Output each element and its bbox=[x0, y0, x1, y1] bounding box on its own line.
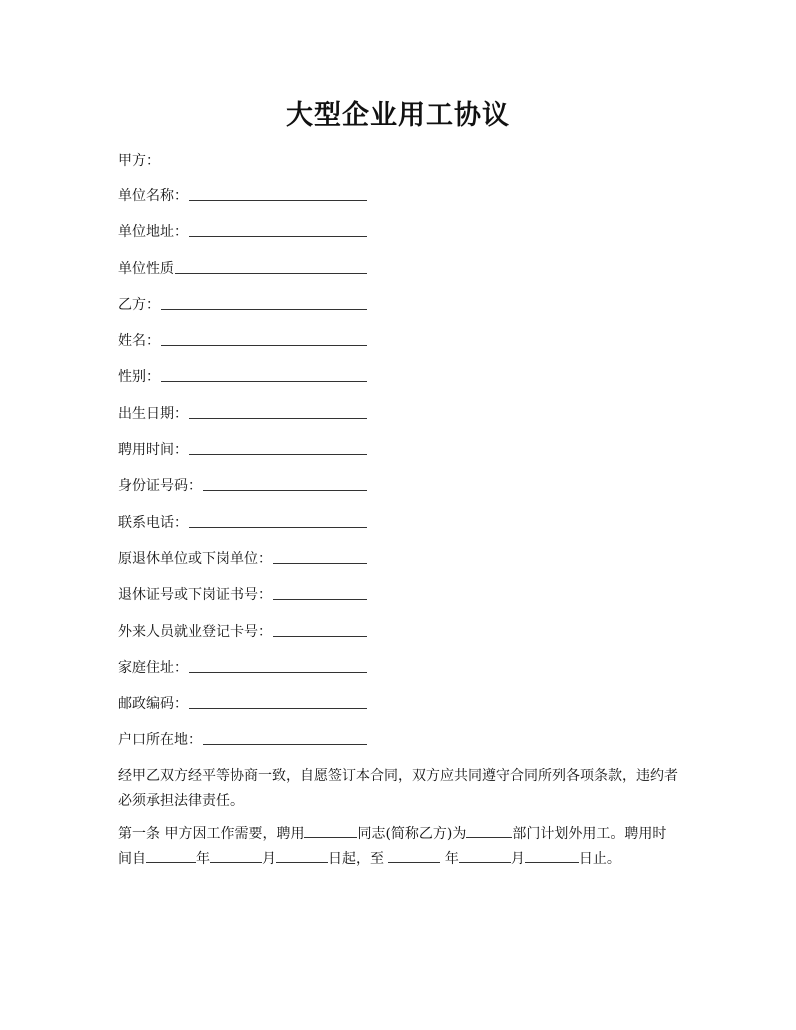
field-label: 联系电话： bbox=[118, 514, 188, 531]
info-fields bbox=[118, 186, 378, 767]
blank-line[interactable] bbox=[273, 585, 367, 600]
field-birth-date bbox=[118, 404, 378, 440]
blank-line[interactable] bbox=[161, 331, 367, 346]
field-unit-name bbox=[118, 186, 378, 222]
article-1-text: 第一条 甲方因工作需要，聘用 bbox=[118, 826, 305, 842]
blank-line[interactable] bbox=[388, 848, 440, 863]
field-label: 出生日期： bbox=[118, 405, 188, 422]
field-household-registration bbox=[118, 730, 378, 766]
article-1-text: 年 bbox=[196, 851, 210, 867]
field-label: 原退休单位或下岗单位： bbox=[118, 550, 272, 567]
field-retirement-cert bbox=[118, 585, 378, 621]
field-label: 单位名称： bbox=[118, 188, 188, 204]
article-1-text: 日止。 bbox=[578, 851, 621, 867]
field-name bbox=[118, 331, 378, 367]
field-label: 单位性质 bbox=[118, 260, 174, 277]
field-postal-code bbox=[118, 694, 378, 730]
blank-line[interactable] bbox=[304, 823, 357, 838]
article-1-text: 同志(简称乙方)为 bbox=[357, 826, 467, 842]
blank-line[interactable] bbox=[189, 513, 367, 528]
field-id-number bbox=[118, 476, 378, 512]
intro-paragraph: 经甲乙双方经平等协商一致，自愿签订本合同，双方应共同遵守合同所列各项条款，违约者必须承担法律责任。 bbox=[118, 768, 678, 809]
field-hire-time bbox=[118, 440, 378, 476]
blank-line[interactable] bbox=[189, 658, 367, 673]
field-unit-address bbox=[118, 222, 378, 258]
blank-line[interactable] bbox=[210, 848, 262, 863]
field-label: 家庭住址： bbox=[118, 659, 188, 676]
field-phone bbox=[118, 513, 378, 549]
field-label: 户口所在地： bbox=[118, 732, 202, 749]
blank-line[interactable] bbox=[189, 694, 367, 709]
field-employment-card bbox=[118, 622, 378, 658]
blank-line[interactable] bbox=[161, 367, 367, 382]
blank-line[interactable] bbox=[466, 823, 512, 838]
article-1-text: 月 bbox=[510, 851, 525, 867]
article-1-text: 年 bbox=[440, 851, 459, 867]
blank-line[interactable] bbox=[189, 440, 367, 455]
blank-line[interactable] bbox=[189, 404, 367, 419]
field-label: 单位地址： bbox=[118, 224, 188, 241]
document-title: 大型企业用工协议 bbox=[286, 100, 510, 131]
field-label: 聘用时间： bbox=[118, 442, 188, 459]
field-home-address bbox=[118, 658, 378, 694]
field-label: 姓名： bbox=[118, 333, 160, 350]
field-former-unit bbox=[118, 549, 378, 585]
blank-line[interactable] bbox=[273, 622, 367, 637]
article-1-paragraph bbox=[118, 822, 678, 872]
field-label: 性别： bbox=[118, 369, 160, 386]
article-1-text: 月 bbox=[262, 851, 276, 867]
field-unit-nature bbox=[118, 259, 378, 295]
blank-line[interactable] bbox=[525, 848, 579, 863]
field-label: 邮政编码： bbox=[118, 696, 188, 713]
blank-line[interactable] bbox=[161, 295, 367, 310]
field-label: 身份证号码： bbox=[118, 478, 202, 495]
blank-line[interactable] bbox=[276, 848, 328, 863]
article-1-text: 部门计划外用工。聘用时间自 bbox=[118, 826, 667, 867]
field-label: 外来人员就业登记卡号： bbox=[118, 623, 272, 640]
field-gender bbox=[118, 367, 378, 403]
party-a-label: 甲方： bbox=[118, 153, 160, 169]
blank-line[interactable] bbox=[203, 730, 367, 745]
blank-line[interactable] bbox=[459, 848, 511, 863]
blank-line[interactable] bbox=[203, 476, 367, 491]
blank-line[interactable] bbox=[189, 222, 367, 237]
field-party-b bbox=[118, 295, 378, 331]
article-1-text: 日起，至 bbox=[328, 851, 389, 867]
blank-line[interactable] bbox=[273, 549, 367, 564]
field-label: 乙方： bbox=[118, 296, 160, 313]
blank-line[interactable] bbox=[175, 259, 367, 274]
blank-line[interactable] bbox=[146, 848, 196, 863]
blank-line[interactable] bbox=[189, 186, 367, 201]
field-label: 退休证号或下岗证书号： bbox=[118, 587, 272, 604]
